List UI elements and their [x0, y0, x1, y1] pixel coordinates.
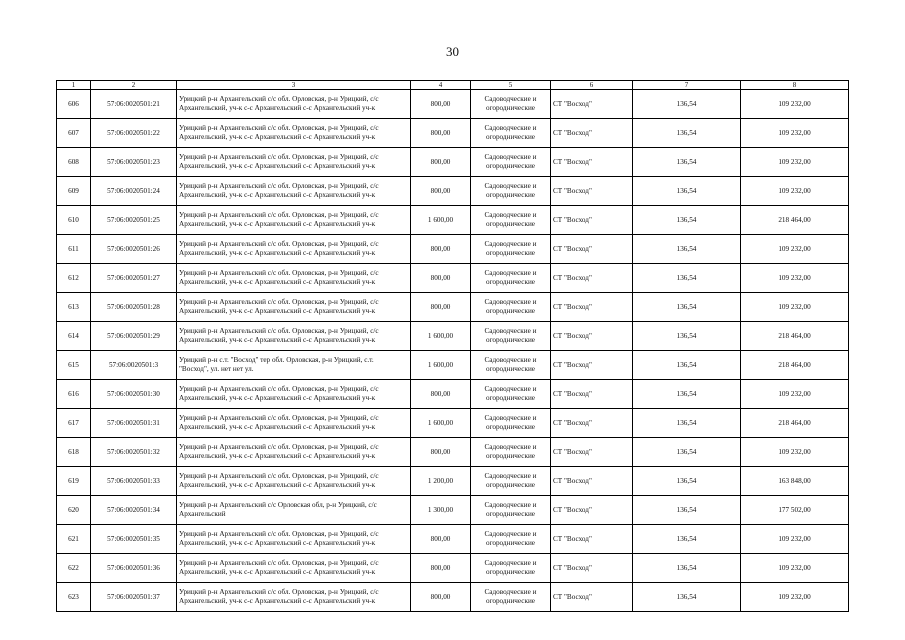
cadastral-value-cell: 109 232,00 — [741, 119, 849, 148]
area-cell: 1 300,00 — [411, 496, 471, 525]
table-row — [57, 467, 849, 496]
table-row — [57, 496, 849, 525]
address-cell-line-2: Архангельский, уч-к с-с Архангельский с-с Архангельский уч-к — [179, 481, 376, 489]
unit-price-cell: 136,54 — [633, 119, 741, 148]
table-row — [57, 119, 849, 148]
area-cell: 1 600,00 — [411, 351, 471, 380]
land-use-cell-line-1: Садоводческие и — [484, 124, 537, 132]
area-cell: 800,00 — [411, 90, 471, 119]
address-cell — [177, 554, 411, 583]
area-cell: 800,00 — [411, 293, 471, 322]
table-row — [57, 438, 849, 467]
address-cell — [177, 409, 411, 438]
cadastral-number-cell: 57:06:0020501:26 — [91, 235, 177, 264]
cadastral-number-cell: 57:06:0020501:37 — [91, 583, 177, 612]
area-cell: 800,00 — [411, 119, 471, 148]
land-use-cell-line-1: Садоводческие и — [484, 385, 537, 393]
land-use-cell-line-1: Садоводческие и — [484, 559, 537, 567]
address-cell-line-1: Урицкий р-н Архангельский с/с обл. Орловская, р-н Урицкий, с/с — [179, 124, 379, 132]
unit-price-cell: 136,54 — [633, 438, 741, 467]
owner-cell: СТ "Восход" — [551, 293, 633, 322]
row-number-cell: 615 — [57, 351, 91, 380]
land-use-cell-line-1: Садоводческие и — [484, 472, 537, 480]
address-cell-line-1: Урицкий р-н Архангельский с/с обл. Орловская, р-н Урицкий, с/с — [179, 385, 379, 393]
cadastral-number-cell: 57:06:0020501:25 — [91, 206, 177, 235]
land-use-cell-line-2: огороднические — [486, 365, 535, 373]
header-row — [57, 81, 849, 90]
land-use-cell-line-1: Садоводческие и — [484, 414, 537, 422]
owner-cell: СТ "Восход" — [551, 177, 633, 206]
table-row — [57, 264, 849, 293]
address-cell — [177, 322, 411, 351]
cadastral-number-cell: 57:06:0020501:24 — [91, 177, 177, 206]
area-cell: 1 200,00 — [411, 467, 471, 496]
owner-cell: СТ "Восход" — [551, 351, 633, 380]
owner-cell: СТ "Восход" — [551, 90, 633, 119]
address-cell-line-1: Урицкий р-н Архангельский с/с обл. Орловская, р-н Урицкий, с/с — [179, 211, 379, 219]
land-use-cell-line-1: Садоводческие и — [484, 443, 537, 451]
land-use-cell — [471, 206, 551, 235]
cadastral-value-cell: 109 232,00 — [741, 148, 849, 177]
address-cell-line-2: Архангельский, уч-к с-с Архангельский с-с Архангельский уч-к — [179, 104, 376, 112]
owner-cell: СТ "Восход" — [551, 496, 633, 525]
column-header-4: 4 — [411, 81, 471, 90]
area-cell: 800,00 — [411, 525, 471, 554]
area-cell: 800,00 — [411, 583, 471, 612]
cadastral-number-cell: 57:06:0020501:27 — [91, 264, 177, 293]
address-cell — [177, 351, 411, 380]
land-use-cell-line-2: огороднические — [486, 104, 535, 112]
land-use-cell — [471, 409, 551, 438]
owner-cell: СТ "Восход" — [551, 206, 633, 235]
land-use-cell — [471, 496, 551, 525]
unit-price-cell: 136,54 — [633, 496, 741, 525]
column-header-5: 5 — [471, 81, 551, 90]
land-use-cell-line-2: огороднические — [486, 336, 535, 344]
row-number-cell: 612 — [57, 264, 91, 293]
land-use-cell-line-2: огороднические — [486, 539, 535, 547]
land-use-cell-line-2: огороднические — [486, 191, 535, 199]
table-body — [57, 90, 849, 612]
land-use-cell — [471, 177, 551, 206]
address-cell-line-2: Архангельский, уч-к с-с Архангельский с-с Архангельский уч-к — [179, 133, 376, 141]
land-use-cell — [471, 119, 551, 148]
cadastral-value-cell: 109 232,00 — [741, 177, 849, 206]
cadastral-value-cell: 109 232,00 — [741, 235, 849, 264]
column-header-3: 3 — [177, 81, 411, 90]
column-header-2: 2 — [91, 81, 177, 90]
land-use-cell-line-1: Садоводческие и — [484, 182, 537, 190]
address-cell — [177, 583, 411, 612]
unit-price-cell: 136,54 — [633, 293, 741, 322]
owner-cell: СТ "Восход" — [551, 525, 633, 554]
address-cell-line-1: Урицкий р-н с.т. "Восход" тер обл. Орловская, р-н Урицкий, с.т. — [179, 356, 374, 364]
address-cell-line-1: Урицкий р-н Архангельский с/с обл. Орловская, р-н Урицкий, с/с — [179, 182, 379, 190]
land-use-cell — [471, 90, 551, 119]
address-cell — [177, 206, 411, 235]
owner-cell: СТ "Восход" — [551, 322, 633, 351]
unit-price-cell: 136,54 — [633, 148, 741, 177]
cadastral-value-cell: 218 464,00 — [741, 351, 849, 380]
unit-price-cell: 136,54 — [633, 206, 741, 235]
table-row — [57, 525, 849, 554]
address-cell-line-2: Архангельский, уч-к с-с Архангельский с-с Архангельский уч-к — [179, 452, 376, 460]
cadastral-value-cell: 109 232,00 — [741, 264, 849, 293]
unit-price-cell: 136,54 — [633, 235, 741, 264]
address-cell — [177, 177, 411, 206]
owner-cell: СТ "Восход" — [551, 467, 633, 496]
address-cell-line-2: Архангельский, уч-к с-с Архангельский с-с Архангельский уч-к — [179, 568, 376, 576]
address-cell-line-2: Архангельский, уч-к с-с Архангельский с-с Архангельский уч-к — [179, 597, 376, 605]
address-cell-line-1: Урицкий р-н Архангельский с/с обл. Орловская, р-н Урицкий, с/с — [179, 240, 379, 248]
row-number-cell: 619 — [57, 467, 91, 496]
cadastral-value-cell: 218 464,00 — [741, 409, 849, 438]
address-cell — [177, 438, 411, 467]
row-number-cell: 614 — [57, 322, 91, 351]
row-number-cell: 610 — [57, 206, 91, 235]
row-number-cell: 607 — [57, 119, 91, 148]
address-cell-line-2: Архангельский, уч-к с-с Архангельский с-с Архангельский уч-к — [179, 539, 376, 547]
cadastral-value-cell: 109 232,00 — [741, 438, 849, 467]
row-number-cell: 617 — [57, 409, 91, 438]
land-use-cell — [471, 525, 551, 554]
cadastral-number-cell: 57:06:0020501:28 — [91, 293, 177, 322]
land-use-cell-line-1: Садоводческие и — [484, 269, 537, 277]
table-row — [57, 148, 849, 177]
address-cell-line-2: Архангельский, уч-к с-с Архангельский с-с Архангельский уч-к — [179, 394, 376, 402]
unit-price-cell: 136,54 — [633, 177, 741, 206]
cadastral-number-cell: 57:06:0020501:34 — [91, 496, 177, 525]
land-use-cell — [471, 583, 551, 612]
area-cell: 800,00 — [411, 148, 471, 177]
row-number-cell: 622 — [57, 554, 91, 583]
owner-cell: СТ "Восход" — [551, 409, 633, 438]
unit-price-cell: 136,54 — [633, 90, 741, 119]
owner-cell: СТ "Восход" — [551, 554, 633, 583]
table-row — [57, 583, 849, 612]
cadastral-value-cell: 109 232,00 — [741, 583, 849, 612]
land-use-cell-line-2: огороднические — [486, 481, 535, 489]
unit-price-cell: 136,54 — [633, 264, 741, 293]
unit-price-cell: 136,54 — [633, 380, 741, 409]
cadastral-value-cell: 109 232,00 — [741, 293, 849, 322]
land-use-cell-line-2: огороднические — [486, 133, 535, 141]
cadastral-number-cell: 57:06:0020501:31 — [91, 409, 177, 438]
land-use-cell — [471, 264, 551, 293]
cadastral-number-cell: 57:06:0020501:36 — [91, 554, 177, 583]
cadastral-number-cell: 57:06:0020501:22 — [91, 119, 177, 148]
land-use-cell — [471, 148, 551, 177]
cadastral-number-cell: 57:06:0020501:32 — [91, 438, 177, 467]
owner-cell: СТ "Восход" — [551, 264, 633, 293]
address-cell-line-1: Урицкий р-н Архангельский с/с обл. Орловская, р-н Урицкий, с/с — [179, 269, 379, 277]
address-cell — [177, 235, 411, 264]
cadastral-number-cell: 57:06:0020501:33 — [91, 467, 177, 496]
cadastral-number-cell: 57:06:0020501:3 — [91, 351, 177, 380]
address-cell — [177, 119, 411, 148]
address-cell-line-1: Урицкий р-н Архангельский с/с обл. Орловская, р-н Урицкий, с/с — [179, 588, 379, 596]
cadastral-value-cell: 163 848,00 — [741, 467, 849, 496]
row-number-cell: 608 — [57, 148, 91, 177]
land-use-cell-line-2: огороднические — [486, 249, 535, 257]
cadastral-number-cell: 57:06:0020501:35 — [91, 525, 177, 554]
address-cell-line-2: "Восход", ул. нет нет ул. — [179, 365, 254, 373]
row-number-cell: 606 — [57, 90, 91, 119]
land-use-cell-line-1: Садоводческие и — [484, 356, 537, 364]
land-use-cell — [471, 293, 551, 322]
unit-price-cell: 136,54 — [633, 322, 741, 351]
address-cell-line-1: Урицкий р-н Архангельский с/с обл. Орловская, р-н Урицкий, с/с — [179, 298, 379, 306]
row-number-cell: 616 — [57, 380, 91, 409]
column-header-8: 8 — [741, 81, 849, 90]
unit-price-cell: 136,54 — [633, 351, 741, 380]
land-use-cell-line-1: Садоводческие и — [484, 501, 537, 509]
unit-price-cell: 136,54 — [633, 467, 741, 496]
page-number: 30 — [446, 44, 459, 59]
address-cell — [177, 496, 411, 525]
land-plot-table — [56, 80, 849, 612]
cadastral-value-cell: 109 232,00 — [741, 90, 849, 119]
row-number-cell: 621 — [57, 525, 91, 554]
address-cell — [177, 380, 411, 409]
area-cell: 800,00 — [411, 177, 471, 206]
land-use-cell — [471, 380, 551, 409]
land-use-cell-line-2: огороднические — [486, 162, 535, 170]
unit-price-cell: 136,54 — [633, 583, 741, 612]
address-cell-line-2: Архангельский, уч-к с-с Архангельский с-с Архангельский уч-к — [179, 423, 376, 431]
table-row — [57, 90, 849, 119]
land-use-cell-line-1: Садоводческие и — [484, 530, 537, 538]
address-cell — [177, 525, 411, 554]
address-cell-line-2: Архангельский — [179, 510, 226, 518]
cadastral-value-cell: 109 232,00 — [741, 554, 849, 583]
land-use-cell-line-1: Садоводческие и — [484, 211, 537, 219]
land-use-cell — [471, 322, 551, 351]
land-use-cell — [471, 554, 551, 583]
land-use-cell-line-1: Садоводческие и — [484, 153, 537, 161]
cadastral-value-cell: 218 464,00 — [741, 322, 849, 351]
column-header-7: 7 — [633, 81, 741, 90]
unit-price-cell: 136,54 — [633, 409, 741, 438]
address-cell-line-1: Урицкий р-н Архангельский с/с обл. Орловская, р-н Урицкий, с/с — [179, 443, 379, 451]
area-cell: 800,00 — [411, 235, 471, 264]
address-cell-line-1: Урицкий р-н Архангельский с/с обл. Орловская, р-н Урицкий, с/с — [179, 530, 379, 538]
address-cell — [177, 90, 411, 119]
address-cell-line-1: Урицкий р-н Архангельский с/с обл. Орловская, р-н Урицкий, с/с — [179, 327, 379, 335]
unit-price-cell: 136,54 — [633, 554, 741, 583]
address-cell-line-1: Урицкий р-н Архангельский с/с обл. Орловская, р-н Урицкий, с/с — [179, 559, 379, 567]
cadastral-number-cell: 57:06:0020501:21 — [91, 90, 177, 119]
address-cell — [177, 293, 411, 322]
column-header-6: 6 — [551, 81, 633, 90]
row-number-cell: 620 — [57, 496, 91, 525]
address-cell-line-1: Урицкий р-н Архангельский с/с обл. Орловская, р-н Урицкий, с/с — [179, 153, 379, 161]
owner-cell: СТ "Восход" — [551, 583, 633, 612]
land-use-cell — [471, 235, 551, 264]
land-use-cell-line-1: Садоводческие и — [484, 588, 537, 596]
row-number-cell: 623 — [57, 583, 91, 612]
table-row — [57, 380, 849, 409]
land-use-cell-line-1: Садоводческие и — [484, 298, 537, 306]
cadastral-number-cell: 57:06:0020501:23 — [91, 148, 177, 177]
land-use-cell-line-1: Садоводческие и — [484, 95, 537, 103]
address-cell — [177, 467, 411, 496]
area-cell: 800,00 — [411, 554, 471, 583]
unit-price-cell: 136,54 — [633, 525, 741, 554]
table-row — [57, 235, 849, 264]
owner-cell: СТ "Восход" — [551, 148, 633, 177]
cadastral-value-cell: 109 232,00 — [741, 525, 849, 554]
land-use-cell-line-2: огороднические — [486, 307, 535, 315]
land-use-cell-line-2: огороднические — [486, 220, 535, 228]
cadastral-number-cell: 57:06:0020501:29 — [91, 322, 177, 351]
owner-cell: СТ "Восход" — [551, 119, 633, 148]
table-row — [57, 206, 849, 235]
land-use-cell-line-1: Садоводческие и — [484, 240, 537, 248]
row-number-cell: 618 — [57, 438, 91, 467]
table-row — [57, 554, 849, 583]
table-row — [57, 177, 849, 206]
address-cell-line-1: Урицкий р-н Архангельский с/с обл. Орловская, р-н Урицкий, с/с — [179, 414, 379, 422]
address-cell-line-2: Архангельский, уч-к с-с Архангельский с-с Архангельский уч-к — [179, 162, 376, 170]
owner-cell: СТ "Восход" — [551, 438, 633, 467]
address-cell-line-2: Архангельский, уч-к с-с Архангельский с-с Архангельский уч-к — [179, 191, 376, 199]
land-use-cell-line-2: огороднические — [486, 278, 535, 286]
owner-cell: СТ "Восход" — [551, 235, 633, 264]
land-use-cell-line-2: огороднические — [486, 568, 535, 576]
address-cell-line-2: Архангельский, уч-к с-с Архангельский с-с Архангельский уч-к — [179, 307, 376, 315]
land-use-cell — [471, 467, 551, 496]
land-use-cell-line-1: Садоводческие и — [484, 327, 537, 335]
address-cell-line-2: Архангельский, уч-к с-с Архангельский с-с Архангельский уч-к — [179, 278, 376, 286]
area-cell: 1 600,00 — [411, 409, 471, 438]
area-cell: 800,00 — [411, 380, 471, 409]
row-number-cell: 613 — [57, 293, 91, 322]
address-cell-line-1: Урицкий р-н Архангельский с/с обл. Орловская, р-н Урицкий, с/с — [179, 95, 379, 103]
area-cell: 800,00 — [411, 264, 471, 293]
owner-cell: СТ "Восход" — [551, 380, 633, 409]
address-cell-line-1: Урицкий р-н Архангельский с/с Орловская обл, р-н Урицкий, с/с — [179, 501, 377, 509]
address-cell — [177, 148, 411, 177]
area-cell: 1 600,00 — [411, 206, 471, 235]
land-use-cell — [471, 351, 551, 380]
cadastral-value-cell: 218 464,00 — [741, 206, 849, 235]
land-use-cell-line-2: огороднические — [486, 510, 535, 518]
row-number-cell: 611 — [57, 235, 91, 264]
land-use-cell — [471, 438, 551, 467]
area-cell: 800,00 — [411, 438, 471, 467]
table-row — [57, 293, 849, 322]
land-use-cell-line-2: огороднические — [486, 423, 535, 431]
row-number-cell: 609 — [57, 177, 91, 206]
table-row — [57, 322, 849, 351]
address-cell-line-2: Архангельский, уч-к с-с Архангельский с-с Архангельский уч-к — [179, 249, 376, 257]
land-use-cell-line-2: огороднические — [486, 597, 535, 605]
address-cell-line-2: Архангельский, уч-к с-с Архангельский с-с Архангельский уч-к — [179, 336, 376, 344]
column-header-1: 1 — [57, 81, 91, 90]
cadastral-value-cell: 109 232,00 — [741, 380, 849, 409]
land-use-cell-line-2: огороднические — [486, 394, 535, 402]
land-use-cell-line-2: огороднические — [486, 452, 535, 460]
cadastral-value-cell: 177 502,00 — [741, 496, 849, 525]
address-cell-line-2: Архангельский, уч-к с-с Архангельский с-с Архангельский уч-к — [179, 220, 376, 228]
address-cell — [177, 264, 411, 293]
cadastral-number-cell: 57:06:0020501:30 — [91, 380, 177, 409]
address-cell-line-1: Урицкий р-н Архангельский с/с обл. Орловская, р-н Урицкий, с/с — [179, 472, 379, 480]
area-cell: 1 600,00 — [411, 322, 471, 351]
table-row — [57, 409, 849, 438]
table-row — [57, 351, 849, 380]
